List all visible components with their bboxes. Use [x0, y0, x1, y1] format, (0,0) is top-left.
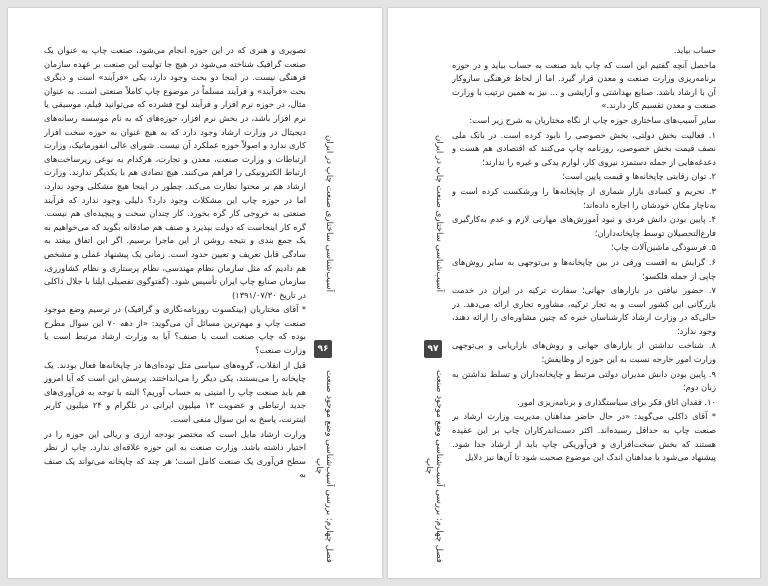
paragraph: * آقای ذاکلی می‌گوید: «در حال حاضر مداهنان مدیریت وزارت ارشاد بر صنعت چاپ به حداقل رسیده‌اند. اکثر دست‌اندرکاران چاپ بر این عقیده هستند که بخش سخت‌افزاری و فن‌آوریکی چاپ باید از ارشاد جدا شود. پیشنهاد می‌شود با مداهنان اندک این موضوع صحبت شود تا آن‌ها نیز دلایل [452, 411, 716, 463]
list-item: ۶. گرایش به افست ورقی در بین چاپخانه‌ها و بی‌توجهی به سایر روش‌های چاپی از جمله فلکسو؛ [452, 256, 716, 281]
list-item: ۲. توان رقابتی چاپخانه‌ها و قیمت پایین است؛ [562, 171, 716, 182]
list-item: ۹. پایین بودن دانش مدیران دولتی مرتبط و چاپخانه‌داران و تسلط نداشتن به زبان دوم؛ [452, 368, 716, 393]
page-number: ۹۷ [424, 340, 442, 358]
list-item: ۳. تحریم و کسادی بازار شماری از چاپخانه‌ها را ورشکست کرده است و به‌ناچار مکان خودشان را اجاره داده‌اند؛ [452, 185, 716, 210]
right-page-body [452, 44, 716, 564]
page-number: ۹۶ [314, 340, 332, 358]
paragraph: ماحصل آنچه گفتیم این است که چاپ باید صنعت به حساب بیاید و در حوزه برنامه‌ریزی وزارت صنعت و معدن قرار گیرد. اما از لحاظ فرهنگی سازوکار آن با ارشاد باشد. صنایع بهداشتی و آرایشی و ... نیز به همین ترتیب با وزارت صنعت و معدن تقسیم کار دارند.» [452, 59, 716, 111]
list-item: ۴. پایین بودن دانش فردی و نبود آموزش‌های مهارتی لازم و عدم به‌کارگیری فارغ‌التحصیلان توسط چاپخانه‌داران؛ [452, 214, 716, 238]
paragraph: تصویری و هنری که در این حوزه انجام می‌شود، صنعت چاپ به عنوان یک صنعت گرافیک شناخته می‌شود در هیچ جا تولیت این صنعت بر عهده سازمان فرهنگی نیست. در اینجا دو بحث وجود دارد، یکی «فرآیند» است و دیگری بحث «فرآیند» و فرآیند مسلماً در موضوع چاپ کاملاً صنعتی است. به عنوان مثال، در حوزه نرم افزار و فرآیند لوح فشرده که می‌توانید فیلم، موسیقی یا نرم افزار باشد، در بخش نرم افزار، حوزه‌های که به نام موسسه رسانه‌های دیجیتال در وزارت ارشاد وجود دارد که به هیچ عنوان به حوزه سخت افزار کاری ندارد و اصولاً حوزه عملکرد آن نیست. شورای عالی انفورماتیک، وزارت ارتباطات و وزارت صنعت، معدن و تجارت، هرکدام به نوعی زیرساخت‌های ارتباط الکترونیکی را فراهم می‌کنند. هیچ تضادی هم با یکدیگر ندارند. وزارت ارشاد هم بر محتوا نظارت می‌کند. چطور در اینجا هیچ مشکلی وجود ندارد، اما در حوزه چاپ این مشکلات وجود دارد؟ دلیلی وجود ندارد که فرآیند صنعتی به خروجی کار گره بخورد. کار چندان سخت و پیچیده‌ای هم نیست. گره کار اینجاست که دولت بپذیرد و صنف هم صادقانه بگوید که می‌خواهیم به یک جمع بندی و نتیجه روشن از این ماجرا برسیم. اگر این اتفاق بیفتد به سادگی قابل تعریف و تعیین حدود است. زمانی یک پیشنهاد عملی و مشخص هم دادیم که مثل سازمان نظام مهندسی، نظام پرستاری و نظام کشاورزی، سازمان صنایع چاپ ایران تأسیس شود. (گفتوگوی تفصیلی ایلنا با جلال ذاکلی در تاریخ ۱۳۹۱/۰۷/۳۰) [44, 45, 306, 300]
paragraph: وزارت ارشاد مایل است که مختصر بودجه ارزی و ریالی این حوزه را در اختیار داشته باشد. وزارت صنعت به این حوزه علاقه‌ای ندارد. چاپ از نظر سطح فن‌آوری یک صنعت کامل است؛ هر چند که چاپخانه می‌تواند یک صنف به [44, 428, 306, 480]
running-title: آسیب‌شناسی ساختاری صنعت چاپ در ایران [324, 134, 334, 292]
list-item: ۵. فرسودگی ماشین‌آلات چاپ؛ [610, 242, 716, 253]
left-page [8, 8, 382, 578]
paragraph: * آقای مختاریان (بینکسوت روزنامه‌نگاری و گرافیک) در ترسیم وضع موجود صنعت چاپ و مهم‌ترین مسائل آن می‌گوید: «از دهه ۷۰ این سوال مطرح بوده که چاپ صنعت است یا صنف؟ آیا به وزارت ارشاد مرتبط است یا وزارت صنعت؟ [44, 304, 306, 356]
list-item: ۷. حضور نیافتن در بازارهای جهانی؛ سفارت ترکیه در ایران در خدمت بازرگانی این کشور است و به تجار ترکیه، مشاوره تجاری ارائه می‌دهد. در حالی‌که در وزارت ارشاد کارشناسان خبره که چنین مشاوره‌ای را ارائه دهند، وجود ندارد؛ [452, 285, 716, 336]
paragraph: سایر آسیب‌های ساختاری حوزه چاپ از نگاه مختاریان به شرح زیر است: [469, 114, 716, 125]
list-item: ۸. شناخت نداشتن از بازارهای جهانی و روش‌های بازاریابی و بی‌توجهی وزارت امور خارجه نسبت به این حوزه از وظایفش؛ [452, 340, 716, 365]
list-item: ۱. فعالیت بخش دولتی، بخش خصوصی را نابود کرده است. در بانک ملی نصف قیمت بخش خصوصی، روزنامه چاپ می‌کنند که اقتصادی هم هست و دعدغه‌هایی از جمله دستمزد نیروی کار، لوازم یدکی و غیره را ندارند؛ [452, 129, 716, 167]
right-page-gutter [422, 48, 444, 568]
left-page-gutter [312, 48, 334, 568]
paragraph: حساب بیاید. [673, 45, 716, 55]
paragraph: قبل از انقلاب، گروه‌های سیاسی مثل توده‌ای‌ها در چاپخانه‌ها فعال بودند. یک چاپخانه را می‌بستند، یکی دیگر را می‌انداختند. پرسش این است که آیا امروز هم باید صنعت چاپ را امنیتی به حساب آوریم؟ البته با توجه به فن‌آوری‌های جدید ارتباطی و عضویت ۱۳ میلیون ایرانی در تلگرام و ۲۴ میلیون کاربر اینترنت، پاسخ به این سوال منفی است. [44, 359, 306, 425]
chapter-title: فصل چهارم: بررسی آسیب‌شناسی وضع موجود صنعت چاپ [314, 369, 334, 563]
left-page-body [44, 44, 306, 564]
running-title: آسیب‌شناسی ساختاری صنعت چاپ در ایران [434, 134, 444, 292]
chapter-title: فصل چهارم: بررسی آسیب‌شناسی وضع موجود صنعت چاپ [424, 369, 444, 563]
right-page [388, 8, 760, 578]
list-item: ۱۰. فقدان اتاق فکر برای سیاستگذاری و برنامه‌ریزی امور. [517, 396, 716, 407]
